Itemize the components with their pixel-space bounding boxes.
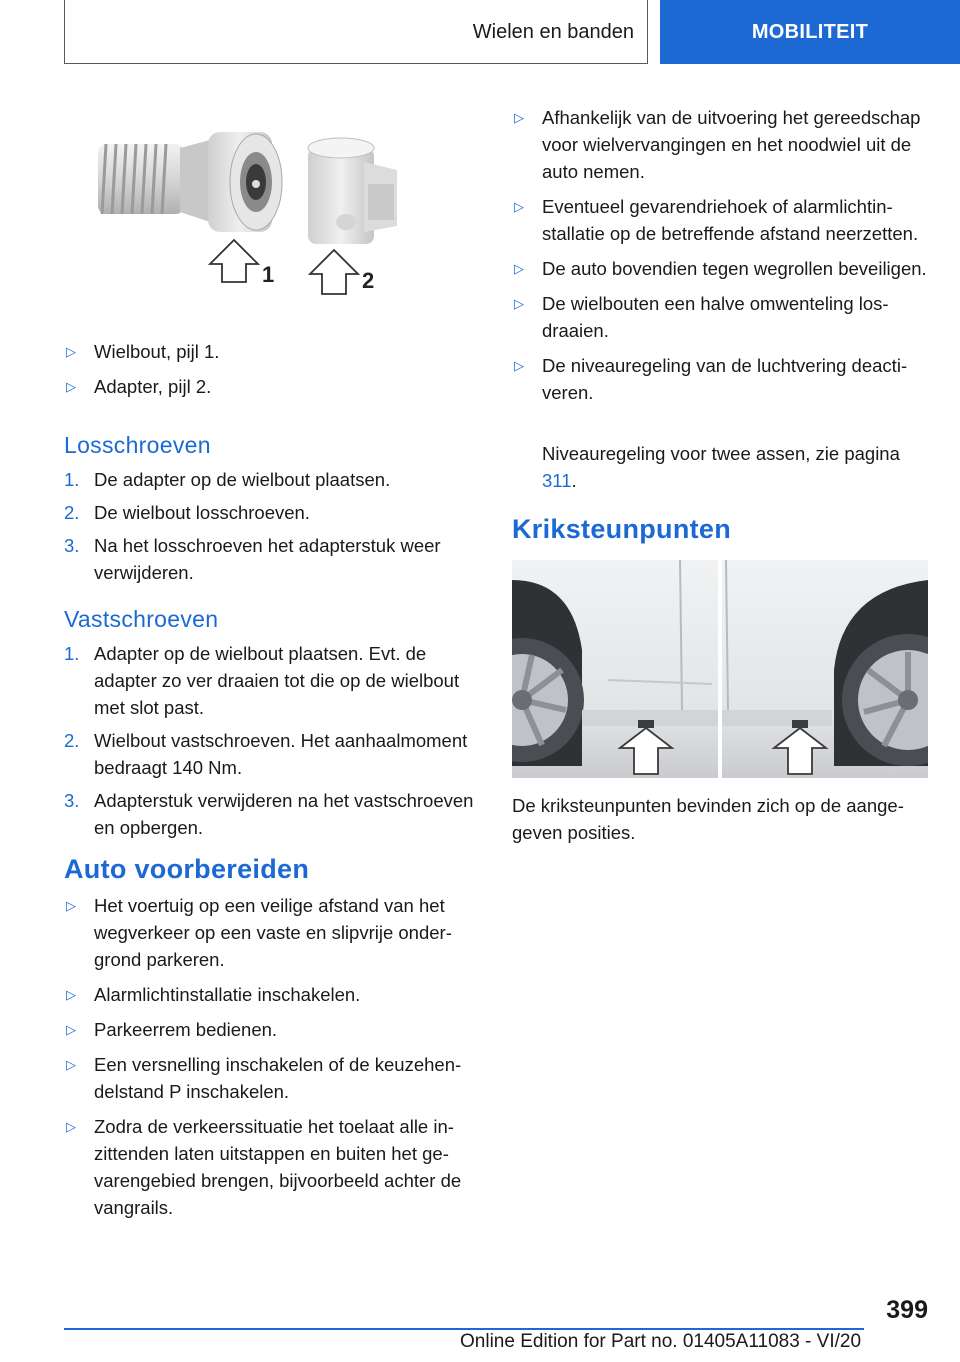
jack-pad-front	[638, 720, 654, 728]
triangle-bullet-icon: ▷	[514, 296, 524, 311]
arrow-1-icon	[210, 240, 258, 282]
list-item: 3. Na het losschroeven het adapterstuk weer verwijderen.	[64, 535, 441, 583]
section-title-losschroeven: Losschroeven	[64, 432, 211, 458]
list-item: 2. De wielbout losschroeven.	[64, 502, 310, 523]
section-title-auto-voorbereiden: Auto voorbereiden	[64, 854, 310, 884]
losschroeven-steps	[64, 466, 480, 592]
footer-edition: Online Edition for Part no. 01405A11083 - VI/20	[460, 1331, 862, 1352]
arrow-2-icon	[310, 250, 358, 294]
list-item: ▷ Eventueel gevarendriehoek of alarmlichtinstallatie op de betreffende afstand neerzetten.	[512, 193, 932, 247]
list-item: ▷ Parkeerrem bedienen.	[64, 1016, 480, 1043]
vastschroeven-steps	[64, 640, 480, 847]
list-item: ▷ Het voertuig op een veilige afstand van het wegverkeer op een vaste en slipvrije ondergrond parkeren.	[64, 892, 480, 973]
list-item: ▷ Zodra de verkeerssituatie het toelaat alle inzittenden laten uitstappen en buiten het gevarengebied brengen, bijvoorbeeld achter de vangrails.	[64, 1113, 480, 1221]
section-title-kriksteunpunten: Kriksteunpunten	[512, 514, 732, 544]
jack-points-figure	[512, 560, 928, 778]
page-number: 399	[886, 1296, 928, 1324]
bolt-head-shape	[208, 132, 282, 232]
arrow-1-label: 1	[262, 262, 275, 287]
triangle-bullet-icon: ▷	[66, 344, 76, 359]
auto-voorbereiden-list	[64, 892, 480, 1229]
section-title-vastschroeven: Vastschroeven	[64, 606, 219, 632]
triangle-bullet-icon: ▷	[514, 261, 524, 276]
footer-divider	[64, 1328, 864, 1330]
kriksteunpunten-text: De kriksteunpunten bevinden zich op de aangegeven posities.	[512, 795, 904, 843]
triangle-bullet-icon: ▷	[514, 199, 524, 214]
list-item: 3. Adapterstuk verwijderen na het vastschroeven en opbergen.	[64, 790, 474, 838]
adapter-shape	[308, 138, 397, 244]
list-item: 1. Adapter op de wielbout plaatsen. Evt. de adapter zo ver draaien tot die op de wielbout met slot past.	[64, 643, 460, 718]
header-section-title: Wielen en banden	[472, 20, 634, 43]
list-item: ▷ Afhankelijk van de uitvoering het gereedschap voor wielvervangingen en het noodwiel uit de auto nemen.	[512, 104, 932, 185]
triangle-bullet-icon: ▷	[66, 1022, 76, 1037]
triangle-bullet-icon: ▷	[514, 358, 524, 373]
page-reference-link[interactable]: 311	[542, 470, 572, 491]
list-item: ▷ Een versnelling inschakelen of de keuzehendelstand P inschakelen.	[64, 1051, 480, 1105]
auto-voorbereiden-list-continued	[512, 104, 932, 414]
triangle-bullet-icon: ▷	[514, 110, 524, 125]
header-chapter-tab[interactable]: MOBILITEIT	[660, 0, 960, 64]
triangle-bullet-icon: ▷	[66, 379, 76, 394]
list-item: 2. Wielbout vastschroeven. Het aanhaalmoment bedraagt 140 Nm.	[64, 730, 468, 778]
list-item: ▷ De niveauregeling van de luchtvering deactiveren.	[512, 352, 932, 406]
list-item: ▷ De auto bovendien tegen wegrollen beveiligen.	[512, 255, 932, 282]
wheel-bolt-figure	[92, 122, 402, 312]
list-item: ▷ Wielbout, pijl 1.	[64, 338, 480, 365]
jack-pad-rear	[792, 720, 808, 728]
triangle-bullet-icon: ▷	[66, 898, 76, 913]
bolt-thread-shape	[98, 140, 210, 222]
list-item: ▷ Adapter, pijl 2.	[64, 373, 480, 400]
figure-legend-list	[64, 338, 480, 408]
triangle-bullet-icon: ▷	[66, 1057, 76, 1072]
niveauregeling-note: Niveauregeling voor twee assen, zie pagina 311.	[542, 443, 900, 491]
list-item: 1. De adapter op de wielbout plaatsen.	[64, 469, 391, 490]
triangle-bullet-icon: ▷	[66, 987, 76, 1002]
list-item: ▷ De wielbouten een halve omwenteling losdraaien.	[512, 290, 932, 344]
triangle-bullet-icon: ▷	[66, 1119, 76, 1134]
list-item: ▷ Alarmlichtinstallatie inschakelen.	[64, 981, 480, 1008]
arrow-2-label: 2	[362, 268, 375, 293]
